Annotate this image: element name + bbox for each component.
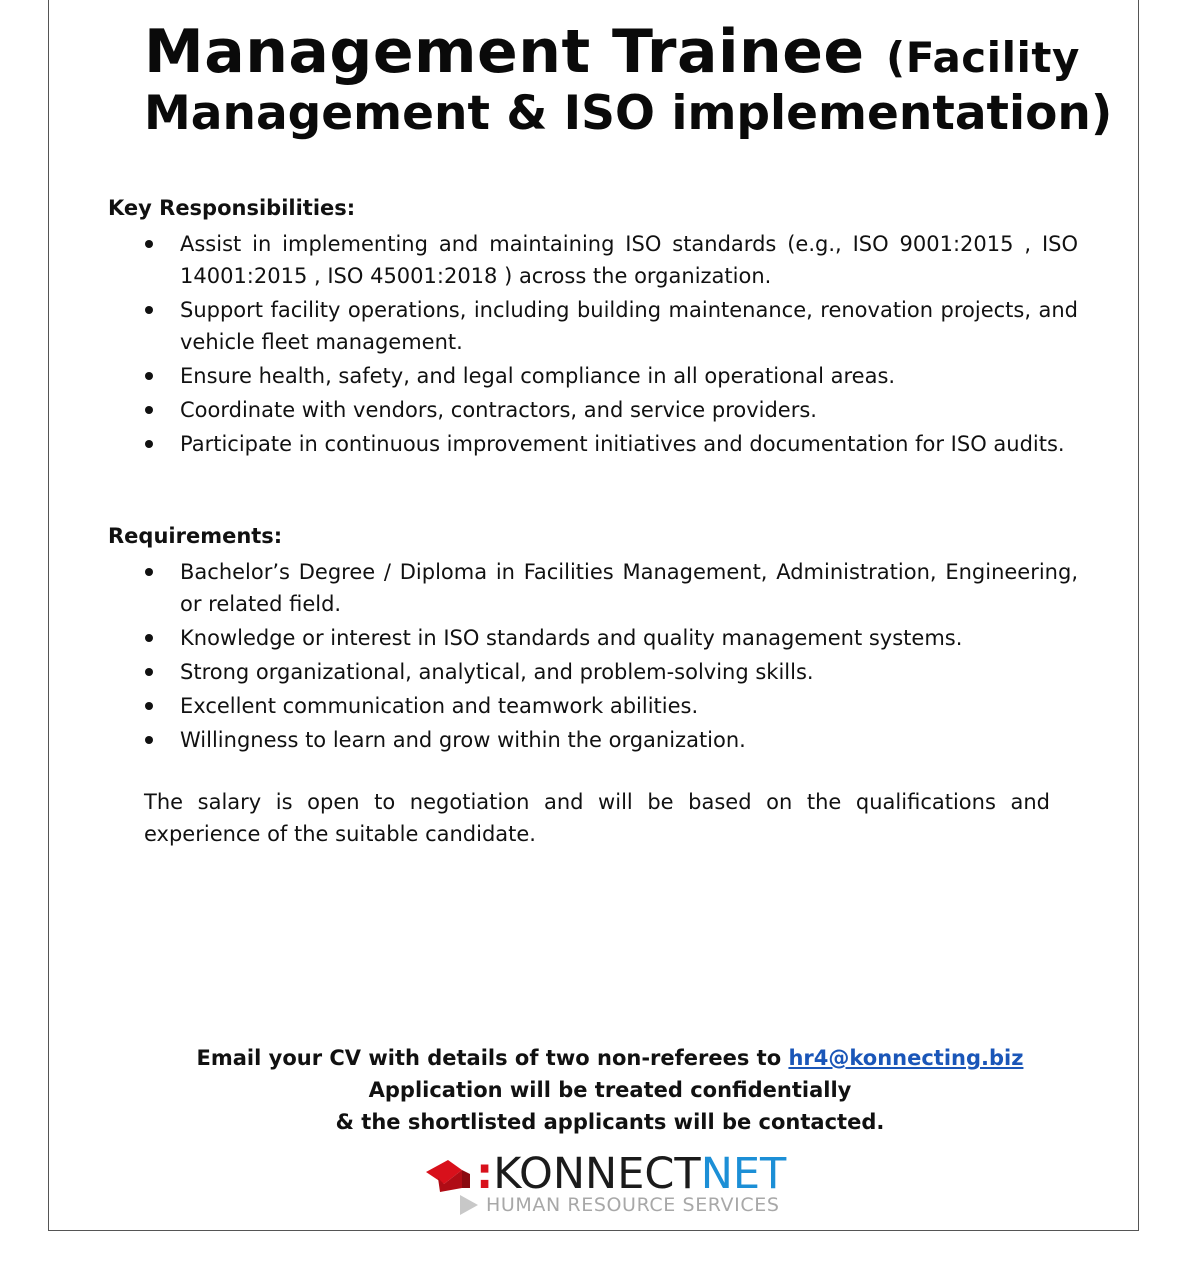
list-item — [108, 228, 1078, 292]
konnectnet-logo — [426, 1150, 806, 1222]
bullet-icon — [145, 702, 153, 710]
list-item-text: Support facility operations, including building maintenance, renovation projects, and vehicle fleet management. — [180, 298, 1078, 354]
job-title — [144, 17, 1113, 141]
bullet-icon — [145, 240, 153, 248]
shortlist-note: & the shortlisted applicants will be contacted. — [335, 1110, 885, 1134]
job-title-line-1: Management Trainee (Facility — [144, 17, 1080, 87]
logo-tagline: HUMAN RESOURCE SERVICES — [460, 1194, 780, 1216]
list-item-text: Willingness to learn and grow within the organization. — [180, 728, 746, 752]
bullet-icon — [145, 568, 153, 576]
application-instructions — [48, 1042, 1172, 1138]
list-item — [108, 294, 1078, 358]
list-item — [108, 428, 1078, 460]
bullet-icon — [145, 406, 153, 414]
list-item — [108, 724, 1078, 756]
list-item-text: Assist in implementing and maintaining ISO standards (e.g., ISO 9001:2015 , ISO 14001:2015 , ISO 45001:2018 ) across the organization. — [180, 232, 1078, 288]
list-item-text: Excellent communication and teamwork abilities. — [180, 694, 699, 718]
list-item-text: Knowledge or interest in ISO standards and quality management systems. — [180, 626, 963, 650]
job-title-subtitle-start: (Facility — [886, 33, 1080, 82]
email-instruction: Email your CV with details of two non-referees to — [196, 1046, 789, 1070]
bullet-icon — [145, 306, 153, 314]
list-item-text: Ensure health, safety, and legal compliance in all operational areas. — [180, 364, 896, 388]
list-item-text: Bachelor’s Degree / Diploma in Facilities Management, Administration, Engineering, or related field. — [180, 560, 1078, 616]
graduation-cap-icon — [426, 1158, 476, 1194]
list-item-text: Strong organizational, analytical, and problem-solving skills. — [180, 660, 814, 684]
email-link[interactable]: hr4@konnecting.biz — [788, 1046, 1024, 1070]
bullet-icon — [145, 736, 153, 744]
requirements-heading: Requirements: — [108, 524, 283, 548]
confidentiality-note: Application will be treated confidentially — [368, 1078, 852, 1102]
bullet-icon — [145, 668, 153, 676]
salary-note: The salary is open to negotiation and will be based on the qualifications and experience of the suitable candidate. — [144, 790, 1050, 846]
logo-brand-name: :KONNECTNET — [476, 1149, 787, 1199]
list-item — [108, 394, 1078, 426]
list-item — [108, 622, 1078, 654]
key-responsibilities-list — [108, 228, 1078, 462]
job-title-line-2: Management & ISO implementation) — [144, 86, 1113, 141]
list-item-text: Participate in continuous improvement initiatives and documentation for ISO audits. — [180, 432, 1065, 456]
list-item — [108, 556, 1078, 620]
bullet-icon — [145, 372, 153, 380]
list-item — [108, 690, 1078, 722]
bullet-icon — [145, 440, 153, 448]
requirements-list — [108, 556, 1078, 758]
bullet-icon — [145, 634, 153, 642]
list-item-text: Coordinate with vendors, contractors, and service providers. — [180, 398, 817, 422]
list-item — [108, 360, 1078, 392]
play-arrow-icon — [460, 1195, 478, 1215]
list-item — [108, 656, 1078, 688]
key-responsibilities-heading: Key Responsibilities: — [108, 196, 356, 220]
